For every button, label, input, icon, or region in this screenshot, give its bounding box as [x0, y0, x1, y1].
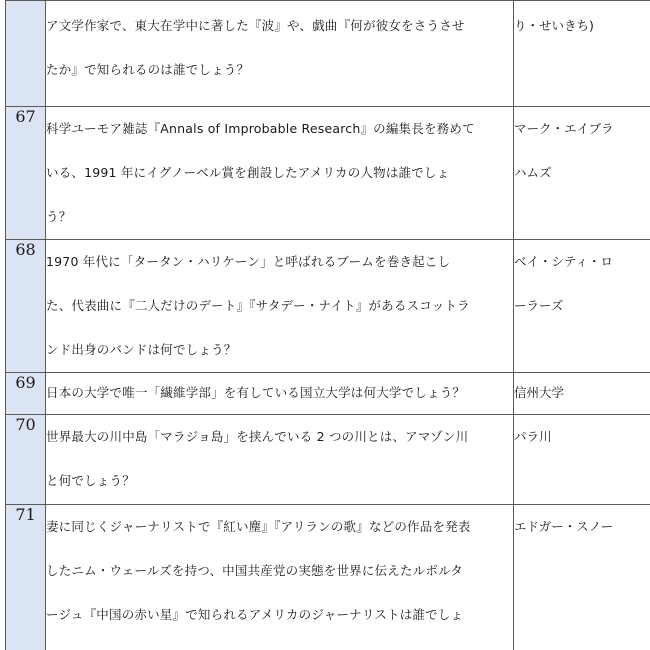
table-row — [6, 107, 650, 240]
question-text-line: したニム・ウェールズを持つ、中国共産党の実態を世界に伝えたルポルタ — [46, 563, 463, 578]
answer-text-line: り・せいきち) — [514, 18, 594, 33]
question-text-line: ージュ『中国の赤い星』で知られるアメリカのジャーナリストは誰でしょ — [46, 607, 464, 622]
answer-cell — [514, 373, 650, 415]
answer-text-line: ベイ・シティ・ロ — [514, 254, 614, 269]
answer-text-line: マーク・エイブラ — [514, 121, 614, 136]
answer-cell — [514, 415, 650, 505]
question-cell — [46, 373, 514, 415]
quiz-table — [5, 0, 650, 650]
question-cell — [46, 107, 514, 240]
table-row — [6, 240, 650, 373]
question-number — [6, 1, 46, 107]
answer-text-line: 信州大学 — [514, 385, 565, 400]
question-number: 70 — [6, 415, 46, 505]
question-text-line: 科学ユーモア雑誌『Annals of Improbable Research』の編集長を務めて — [46, 121, 475, 136]
question-text-line: ンド出身のバンドは何でしょう？ — [46, 342, 237, 357]
question-cell — [46, 505, 514, 650]
table-row — [6, 373, 650, 415]
question-text-line: 日本の大学で唯一「繊維学部」を有している国立大学は何大学でしょう？ — [46, 385, 466, 400]
question-text-line: た、代表曲に『二人だけのデート』『サタデー・ナイト』があるスコットラ — [46, 298, 470, 313]
answer-cell — [514, 1, 650, 107]
question-number: 69 — [6, 373, 46, 415]
table-row — [6, 1, 650, 107]
table-row — [6, 505, 650, 650]
question-cell — [46, 240, 514, 373]
question-text-line: いる、1991 年にイグノーベル賞を創設したアメリカの人物は誰でしょ — [46, 165, 450, 180]
answer-text-line: エドガー・スノー — [514, 519, 614, 534]
answer-text-line: ハムズ — [514, 165, 552, 180]
question-text-line: う？ — [46, 209, 72, 224]
question-text-line: と何でしょう？ — [46, 473, 135, 488]
answer-cell — [514, 505, 650, 650]
question-cell — [46, 415, 514, 505]
question-number: 67 — [6, 107, 46, 240]
question-text-line: ア文学作家で、東大在学中に著した『波』や、戯曲『何が彼女をさうさせ — [46, 18, 465, 33]
question-text-line: 妻に同じくジャーナリストで『紅い塵』『アリランの歌』などの作品を発表 — [46, 519, 471, 534]
question-text-line: 1970 年代に「タータン・ハリケーン」と呼ばれるブームを巻き起こし — [46, 254, 451, 269]
question-cell — [46, 1, 514, 107]
answer-cell — [514, 107, 650, 240]
answer-cell — [514, 240, 650, 373]
table-row — [6, 415, 650, 505]
question-text-line: 世界最大の川中島「マラジョ島」を挟んでいる 2 つの川とは、アマゾン川 — [46, 429, 469, 444]
answer-text-line: パラ川 — [514, 429, 552, 444]
question-text-line: たか』で知られるのは誰でしょう？ — [46, 62, 250, 77]
question-number: 68 — [6, 240, 46, 373]
answer-text-line: ーラーズ — [514, 298, 564, 313]
question-number: 71 — [6, 505, 46, 650]
